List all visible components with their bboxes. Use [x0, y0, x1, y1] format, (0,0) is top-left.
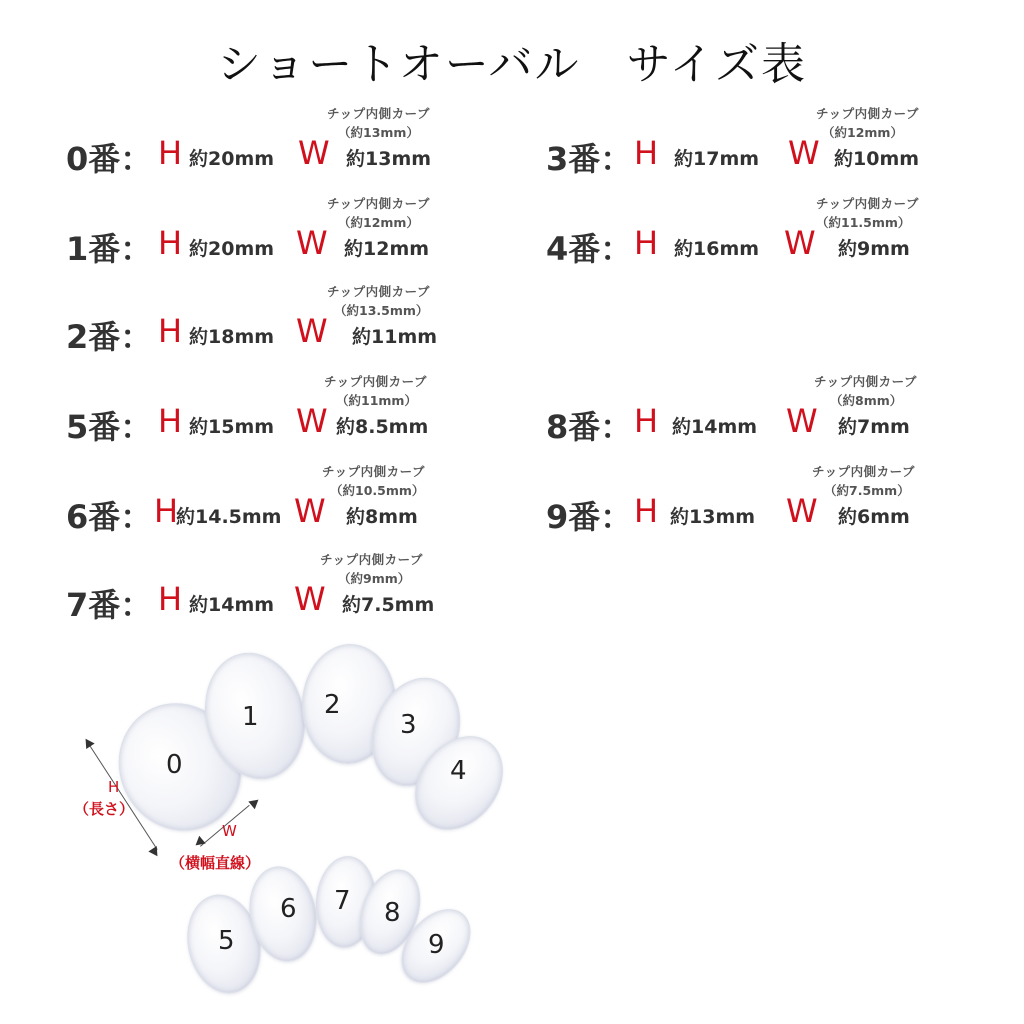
h-value: 約15mm — [189, 416, 275, 438]
curve-value: （約7.5mm） — [824, 483, 910, 498]
legend-w-text: （横幅直線） — [170, 854, 261, 872]
w-value: 約13mm — [346, 148, 432, 170]
w-arrow-head-left — [192, 836, 205, 849]
size-number: 8番： — [546, 408, 633, 446]
h-label: H — [158, 134, 183, 172]
size-number: 0番： — [66, 140, 153, 178]
nail-number-8: 8 — [384, 898, 401, 928]
h-value: 約13mm — [670, 506, 756, 528]
legend-w-letter: W — [222, 822, 237, 840]
nail-number-9: 9 — [428, 930, 445, 960]
h-value: 約14mm — [189, 594, 275, 616]
w-value: 約9mm — [838, 238, 910, 260]
h-arrow-head-top — [81, 736, 94, 749]
w-arrow-head-right — [248, 796, 261, 809]
size-row-3 — [544, 104, 984, 178]
w-label: W — [784, 224, 816, 262]
curve-value: （約11mm） — [336, 393, 417, 408]
curve-label: チップ内側カーブ — [816, 196, 920, 211]
curve-value: （約8mm） — [830, 393, 903, 408]
curve-label: チップ内側カーブ — [327, 106, 431, 121]
h-arrow-head-bottom — [148, 846, 161, 859]
h-label: H — [154, 492, 179, 530]
size-number: 2番： — [66, 318, 153, 356]
nail-number-1: 1 — [242, 702, 259, 732]
nail-number-6: 6 — [280, 894, 297, 924]
w-value: 約10mm — [834, 148, 920, 170]
curve-label: チップ内側カーブ — [322, 464, 426, 479]
size-number: 4番： — [546, 230, 633, 268]
size-number: 6番： — [66, 498, 153, 536]
size-row-6 — [62, 462, 502, 536]
size-row-0 — [62, 104, 502, 178]
page-title: ショートオーバル サイズ表 — [216, 39, 808, 90]
curve-value: （約13.5mm） — [334, 303, 429, 318]
nail-number-3: 3 — [400, 710, 417, 740]
nail-tips-illustration — [60, 630, 540, 1020]
size-number: 1番： — [66, 230, 153, 268]
nail-number-0: 0 — [166, 750, 183, 780]
curve-value: （約11.5mm） — [816, 215, 911, 230]
size-row-2 — [62, 282, 502, 356]
curve-label: チップ内側カーブ — [816, 106, 920, 121]
h-value: 約20mm — [189, 238, 275, 260]
w-label: W — [786, 402, 818, 440]
h-value: 約14mm — [672, 416, 758, 438]
w-value: 約8.5mm — [336, 416, 429, 438]
h-value: 約16mm — [674, 238, 760, 260]
h-label: H — [634, 134, 659, 172]
nail-number-2: 2 — [324, 690, 341, 720]
w-label: W — [294, 580, 326, 618]
w-label: W — [786, 492, 818, 530]
curve-label: チップ内側カーブ — [320, 552, 424, 567]
size-row-1 — [62, 194, 502, 268]
w-value: 約12mm — [344, 238, 430, 260]
w-label: W — [294, 492, 326, 530]
curve-label: チップ内側カーブ — [814, 374, 918, 389]
h-value: 約17mm — [674, 148, 760, 170]
h-label: H — [634, 402, 659, 440]
size-row-8 — [544, 372, 984, 446]
h-label: H — [634, 492, 659, 530]
w-label: W — [296, 224, 328, 262]
legend-h-text: （長さ） — [74, 800, 135, 818]
size-number: 3番： — [546, 140, 633, 178]
w-value: 約6mm — [838, 506, 910, 528]
size-row-5 — [62, 372, 502, 446]
h-value: 約14.5mm — [176, 506, 282, 528]
size-number: 9番： — [546, 498, 633, 536]
curve-value: （約9mm） — [338, 571, 411, 586]
h-label: H — [634, 224, 659, 262]
curve-value: （約12mm） — [338, 215, 419, 230]
size-number: 5番： — [66, 408, 153, 446]
w-label: W — [298, 134, 330, 172]
size-row-7 — [62, 550, 502, 624]
curve-value: （約10.5mm） — [330, 483, 425, 498]
legend-h-letter: H — [108, 778, 120, 796]
nail-number-5: 5 — [218, 926, 235, 956]
w-label: W — [296, 402, 328, 440]
curve-value: （約13mm） — [338, 125, 419, 140]
size-number: 7番： — [66, 586, 153, 624]
curve-label: チップ内側カーブ — [327, 196, 431, 211]
w-value: 約7.5mm — [342, 594, 435, 616]
h-label: H — [158, 312, 183, 350]
w-label: W — [788, 134, 820, 172]
w-value: 約11mm — [352, 326, 438, 348]
h-label: H — [158, 224, 183, 262]
curve-label: チップ内側カーブ — [327, 284, 431, 299]
w-value: 約8mm — [346, 506, 418, 528]
h-value: 約18mm — [189, 326, 275, 348]
w-label: W — [296, 312, 328, 350]
h-label: H — [158, 580, 183, 618]
curve-label: チップ内側カーブ — [324, 374, 428, 389]
size-row-9 — [544, 462, 984, 536]
w-value: 約7mm — [838, 416, 910, 438]
h-value: 約20mm — [189, 148, 275, 170]
nail-number-7: 7 — [334, 886, 351, 916]
h-label: H — [158, 402, 183, 440]
curve-value: （約12mm） — [822, 125, 903, 140]
curve-label: チップ内側カーブ — [812, 464, 916, 479]
nail-number-4: 4 — [450, 756, 467, 786]
size-row-4 — [544, 194, 984, 268]
